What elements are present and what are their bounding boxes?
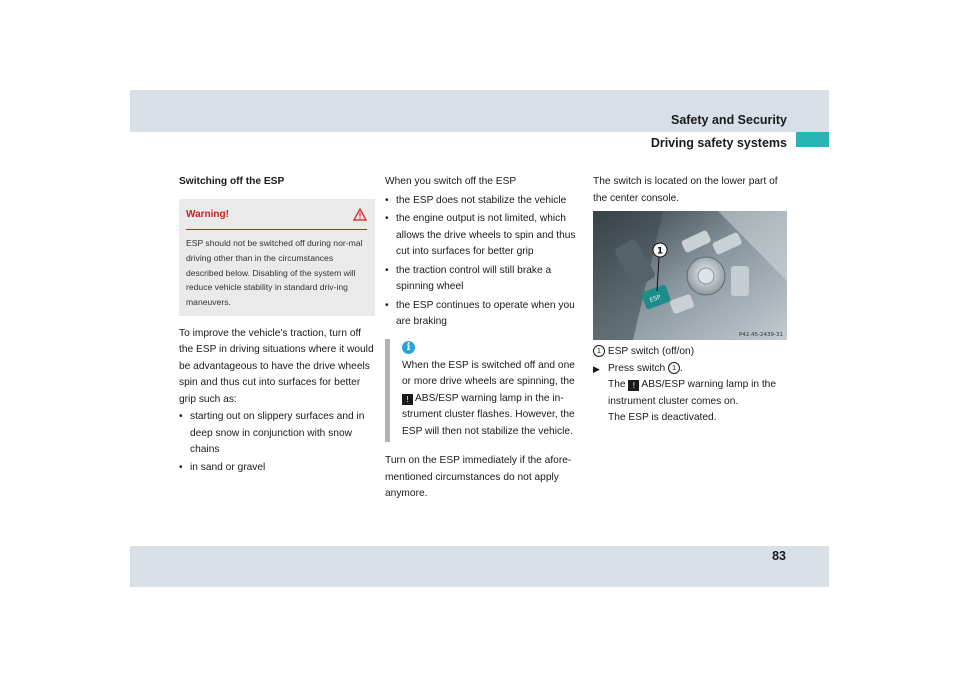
warning-triangle-icon: [353, 208, 367, 221]
center-console-photo: [593, 211, 787, 340]
closing-paragraph: Turn on the ESP immediately if the afore-mentioned circumstances do not apply anymore.: [385, 455, 572, 499]
info-box: [385, 339, 581, 443]
info-text-part: ABS/ESP warning lamp in the in-strument cluster flashes. However, the ESP will then not stabilize the vehicle.: [402, 392, 575, 437]
warning-header: [186, 207, 367, 231]
intro-paragraph: The switch is located on the lower part of the center console.: [593, 176, 778, 204]
page-number: 83: [772, 549, 786, 563]
list-item-text: the ESP does not stabilize the vehicle: [396, 194, 567, 206]
step-arrow-icon: ▶: [593, 363, 600, 374]
legend-text: ESP switch (off/on): [607, 346, 695, 357]
legend-line: [593, 344, 789, 361]
info-text: [402, 358, 581, 441]
list-item: [385, 298, 581, 331]
section-accent-marker: [796, 132, 829, 147]
bullet-icon: •: [385, 213, 389, 224]
bullet-list: [385, 193, 581, 331]
section-title: Driving safety systems: [650, 136, 787, 150]
bullet-icon: •: [385, 194, 389, 206]
instruction-step: ▶ Press switch 1 .: [593, 361, 789, 378]
center-console-illustration: [593, 211, 787, 340]
bullet-icon: •: [179, 411, 183, 423]
chapter-title: Safety and Security: [670, 113, 787, 127]
result-text-part: The: [608, 379, 626, 390]
list-item: [179, 409, 375, 459]
bullet-icon: •: [385, 264, 389, 276]
warning-label: Warning!: [186, 208, 229, 220]
warning-box: [179, 199, 375, 316]
result-final: The ESP is deactivated.: [608, 412, 717, 423]
callout-number-1: 1: [668, 362, 680, 374]
list-item-text: starting out on slippery surfaces and in deep snow in conjunction with snow chains: [190, 411, 365, 456]
result-text: [593, 377, 789, 410]
photo-code: P42.45-2439-31: [738, 332, 783, 338]
info-text-part: When the ESP is switched off and one or more drive wheels are spinning, the: [402, 359, 575, 387]
info-icon: i: [402, 341, 415, 354]
step-text: Press switch: [608, 362, 666, 374]
section-heading: Switching off the ESP: [179, 176, 285, 187]
intro-paragraph: When you switch off the ESP: [385, 176, 517, 187]
svg-text:ESP: ESP: [648, 293, 662, 305]
footer-band: [130, 546, 829, 587]
list-item-text: the traction control will still brake a spinning wheel: [396, 264, 552, 292]
column-3: [593, 174, 789, 427]
esp-warning-lamp-icon: !: [628, 380, 639, 391]
column-2: [385, 174, 581, 503]
list-item: [385, 193, 581, 210]
bullet-list: [179, 409, 375, 476]
callout-number-1: 1: [593, 345, 605, 357]
result-text-part: ABS/ESP warning lamp in the instrument cluster comes on.: [608, 379, 776, 407]
warning-text: ESP should not be switched off during nor-mal driving other than in the circumstances described below. Disabling of the system will reduce vehicle stability in standard driv-ing maneuvers.: [186, 238, 363, 308]
list-item: [385, 211, 581, 261]
photo-callout-number: 1: [656, 246, 664, 257]
list-item: [385, 263, 581, 296]
list-item-text: the engine output is not limited, which allows the drive wheels to spin and thus cut into surfaces for better grip: [396, 213, 576, 257]
bullet-icon: •: [179, 461, 183, 473]
bullet-icon: •: [385, 299, 389, 311]
list-item: [179, 460, 375, 477]
intro-paragraph: To improve the vehicle’s traction, turn off the ESP in driving situations where it would be advantageous to have the drive wheels spin and thus cut into surfaces for better grip such as:: [179, 327, 374, 405]
list-item-text: the ESP continues to operate when you are braking: [396, 299, 575, 327]
column-1: [179, 174, 375, 476]
list-item-text: in sand or gravel: [190, 461, 266, 473]
esp-warning-lamp-icon: !: [402, 394, 413, 405]
